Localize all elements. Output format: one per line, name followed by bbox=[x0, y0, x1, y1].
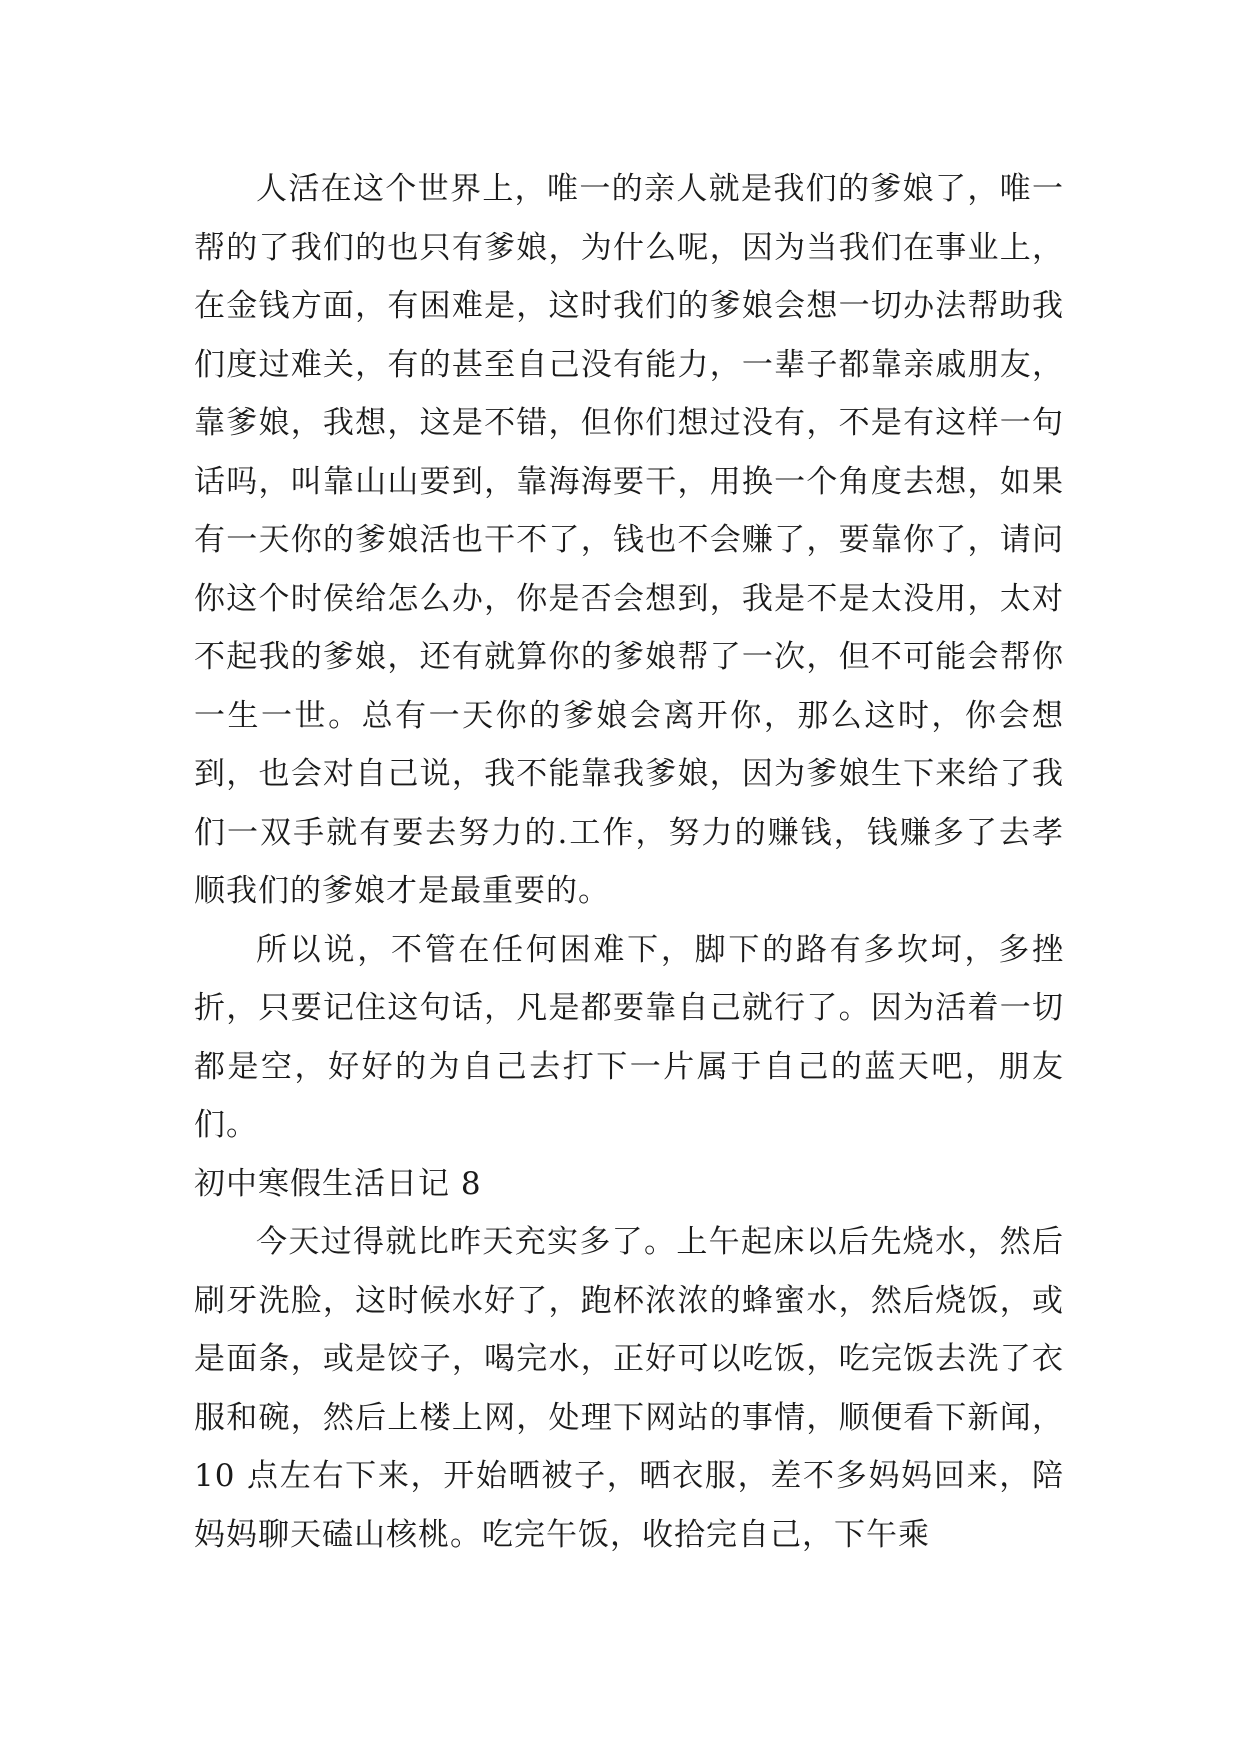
document-body bbox=[194, 160, 1064, 1564]
paragraph-1: 人活在这个世界上，唯一的亲人就是我们的爹娘了，唯一帮的了我们的也只有爹娘，为什么呢，因为当我们在事业上，在金钱方面，有困难是，这时我们的爹娘会想一切办法帮助我们度过难关，有的甚至自己没有能力，一辈子都靠亲戚朋友，靠爹娘，我想，这是不错，但你们想过没有，不是有这样一句话吗，叫靠山山要到，靠海海要干，用换一个角度去想，如果有一天你的爹娘活也干不了，钱也不会赚了，要靠你了，请问你这个时侯给怎么办，你是否会想到，我是不是太没用，太对不起我的爹娘，还有就算你的爹娘帮了一次，但不可能会帮你一生一世。总有一天你的爹娘会离开你，那么这时，你会想到，也会对自己说，我不能靠我爹娘，因为爹娘生下来给了我们一双手就有要去努力的.工作，努力的赚钱，钱赚多了去孝顺我们的爹娘才是最重要的。 bbox=[194, 171, 1064, 909]
paragraph-3: 今天过得就比昨天充实多了。上午起床以后先烧水，然后刷牙洗脸，这时候水好了，跑杯浓浓的蜂蜜水，然后烧饭，或是面条，或是饺子，喝完水，正好可以吃饭，吃完饭去洗了衣服和碗，然后上楼上网，处理下网站的事情，顺便看下新闻，10 点左右下来，开始晒被子，晒衣服，差不多妈妈回来，陪妈妈聊天磕山核桃。吃完午饭，收拾完自己，下午乘 bbox=[194, 1224, 1064, 1553]
paragraph-2: 所以说，不管在任何困难下，脚下的路有多坎坷，多挫折，只要记住这句话，凡是都要靠自己就行了。因为活着一切都是空，好好的为自己去打下一片属于自己的蓝天吧，朋友们。 bbox=[194, 931, 1064, 1143]
section-title: 初中寒假生活日记 8 bbox=[194, 1165, 482, 1202]
